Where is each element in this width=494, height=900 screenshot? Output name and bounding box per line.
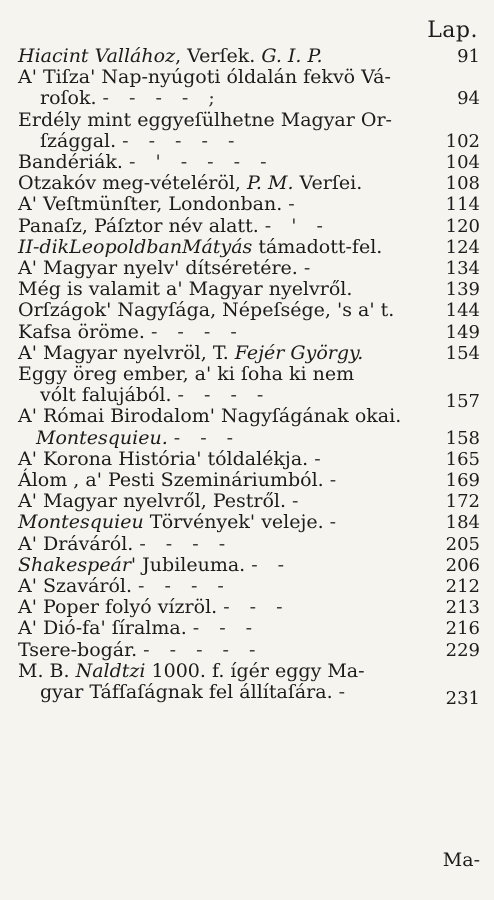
toc-entry-line xyxy=(18,661,480,682)
entry-title-text: A' Római Birodalom' Nagyſágának okai. xyxy=(18,405,402,428)
toc-entry-line xyxy=(18,491,480,512)
table-of-contents xyxy=(18,45,480,710)
toc-entry-line xyxy=(18,470,480,491)
toc-entry xyxy=(18,300,480,321)
entry-title xyxy=(18,152,123,173)
toc-entry-line xyxy=(18,555,480,576)
entry-title-italic: Montesquieu xyxy=(18,511,144,534)
entry-title-text: A' Poper folyó vízröl. xyxy=(18,596,218,619)
toc-entry-line xyxy=(18,597,480,618)
dot-leader: - - - xyxy=(223,597,290,619)
entry-title xyxy=(18,110,392,131)
toc-entry xyxy=(18,449,480,470)
entry-title xyxy=(18,406,401,427)
toc-entry xyxy=(18,491,480,512)
toc-entry-line xyxy=(18,343,480,364)
dot-leader: - - - - xyxy=(139,533,233,555)
page-column-header: Lap. xyxy=(427,18,478,43)
toc-entry xyxy=(18,406,480,448)
entry-title-text: Álom , a' Pesti Szemináriumból. xyxy=(18,469,324,492)
page-number: 108 xyxy=(445,173,480,195)
entry-title xyxy=(40,385,172,406)
dot-leader: - xyxy=(314,448,328,470)
entry-title xyxy=(40,682,333,703)
entry-title xyxy=(18,470,324,491)
entry-title-text: Otzakóv meg-vételéröl, xyxy=(18,172,247,195)
entry-title xyxy=(18,258,298,279)
entry-title-italic: Montesquieu. xyxy=(36,426,168,449)
entry-title-text: A' Tiſza' Nap-nyúgoti óldalán fekvö Vá- xyxy=(18,66,391,89)
entry-title-text: A' Magyar nyelvröl, T. xyxy=(18,341,235,364)
page-number: 213 xyxy=(445,597,480,619)
dot-leader: - xyxy=(329,512,344,534)
entry-title-italic: Shakespeár' xyxy=(18,553,137,576)
toc-entry xyxy=(18,237,480,258)
entry-title xyxy=(18,173,362,194)
entry-title-text: A' Dráváról. xyxy=(18,532,134,555)
entry-title xyxy=(18,491,286,512)
entry-title-text: A' Dió-fa' ſíralma. xyxy=(18,617,187,640)
page-number: 144 xyxy=(445,300,480,322)
entry-title-text: Kafsa öröme. xyxy=(18,320,145,343)
toc-entry xyxy=(18,597,480,618)
page-number: 229 xyxy=(445,639,480,661)
entry-title xyxy=(18,279,352,300)
page-number: 154 xyxy=(445,342,480,364)
page-number: 124 xyxy=(445,236,480,258)
entry-title-text: Orſzágok' Nagyſága, Népeſsége, 's a' t. xyxy=(18,299,395,322)
page-number: 216 xyxy=(445,618,480,640)
toc-entry-line xyxy=(18,131,480,152)
toc-entry-line xyxy=(18,449,480,470)
entry-title-text: Még is valamit a' Magyar nyelvről. xyxy=(18,278,353,301)
entry-title-italic: P. M. xyxy=(246,172,294,195)
entry-title-text: Eggy öreg ember, a' ki ſoha ki nem xyxy=(18,363,355,386)
toc-entry xyxy=(18,640,480,661)
entry-title xyxy=(18,512,324,533)
entry-title-text: Tsere-bogár. xyxy=(18,638,138,661)
entry-title-text: A' Magyar nyelv' dítséretére. xyxy=(18,257,298,280)
dot-leader: - - - xyxy=(192,618,260,640)
entry-title-text: ſzággal. xyxy=(40,129,117,152)
dot-leader: - - - - - xyxy=(122,130,242,152)
dot-leader: - ' - - - - xyxy=(128,152,274,174)
toc-entry-line xyxy=(18,46,480,67)
toc-entry-line xyxy=(18,364,480,385)
entry-title-italic: II-dikLeopoldbanMátyás xyxy=(18,235,253,258)
entry-title-italic: Hiacint Vallához xyxy=(18,45,176,67)
entry-title xyxy=(18,597,217,618)
toc-entry xyxy=(18,46,480,110)
entry-title-text: roſok. xyxy=(40,87,97,110)
entry-title xyxy=(18,300,394,321)
dot-leader: - - xyxy=(251,554,292,576)
toc-entry xyxy=(18,534,480,555)
toc-entry-line xyxy=(18,384,480,413)
dot-leader: - - - - ; xyxy=(102,88,222,110)
toc-entry-line xyxy=(18,279,480,300)
toc-entry-line xyxy=(18,173,480,194)
toc-entry xyxy=(18,618,480,639)
entry-title xyxy=(18,343,363,364)
page-number: 102 xyxy=(445,130,480,152)
toc-entry xyxy=(18,322,480,343)
entry-title xyxy=(18,67,391,88)
dot-leader: - - - - xyxy=(150,321,244,343)
entry-title-text: A' Szaváról. xyxy=(18,575,133,598)
entry-title-text: 1000. f. ígér eggy Ma- xyxy=(145,659,365,682)
toc-entry-line xyxy=(18,512,480,533)
entry-title-text: támadott-fel. xyxy=(252,235,383,258)
entry-title xyxy=(18,364,354,385)
toc-entry xyxy=(18,470,480,491)
entry-title-text: A' Magyar nyelvről, Pestről. xyxy=(18,490,287,513)
page-number: 184 xyxy=(445,512,480,534)
toc-entry xyxy=(18,110,480,152)
entry-title xyxy=(18,555,245,576)
toc-entry-line xyxy=(18,67,480,88)
catchword: Ma- xyxy=(442,849,480,871)
dot-leader: - - - - xyxy=(177,385,271,407)
entry-title-italic: Fejér György. xyxy=(234,341,364,364)
toc-entry-line xyxy=(18,194,480,215)
toc-entry-line xyxy=(18,88,480,109)
toc-entry-line xyxy=(18,406,480,427)
toc-entry xyxy=(18,258,480,279)
entry-title xyxy=(18,237,382,258)
dot-leader: - xyxy=(288,194,302,216)
toc-entry-line xyxy=(18,237,480,258)
entry-title xyxy=(18,46,322,67)
page-number: 134 xyxy=(445,258,480,280)
toc-entry-line xyxy=(18,640,480,661)
page-number: 172 xyxy=(445,491,480,513)
entry-title-text: vólt falujából. xyxy=(40,384,172,407)
entry-title xyxy=(18,618,187,639)
entry-title xyxy=(18,449,308,470)
toc-entry xyxy=(18,555,480,576)
page-number: 206 xyxy=(445,554,480,576)
toc-entry-line xyxy=(18,216,480,237)
page-number: 231 xyxy=(445,688,480,710)
toc-entry-line xyxy=(18,681,480,710)
dot-leader: - ' - xyxy=(264,215,330,237)
toc-entry-line xyxy=(18,428,480,449)
toc-entry-line xyxy=(18,258,480,279)
page-number: 120 xyxy=(445,215,480,237)
entry-title-text: gyar Táfſaſágnak fel állítaſára. xyxy=(40,681,333,704)
page-number: 114 xyxy=(445,194,480,216)
toc-entry-line xyxy=(18,152,480,173)
page-number: 158 xyxy=(445,427,480,449)
toc-entry xyxy=(18,216,480,237)
toc-entry xyxy=(18,343,480,364)
page-number: 212 xyxy=(445,576,480,598)
dot-leader: - - - - xyxy=(138,576,231,598)
toc-entry xyxy=(18,173,480,194)
entry-title-italic: Naldtzi xyxy=(75,659,146,682)
entry-title-text: Bandériák. xyxy=(18,151,123,174)
entry-title-text: A' Veſtmünſter, Londonban. xyxy=(18,193,283,216)
entry-title-text: Panaſz, Páſztor név alatt. xyxy=(18,214,259,237)
page-number: 169 xyxy=(445,470,480,492)
toc-entry xyxy=(18,576,480,597)
toc-entry-line xyxy=(18,300,480,321)
toc-entry-line xyxy=(18,322,480,343)
entry-title-text: , Verſek. xyxy=(175,45,262,67)
page-number: 149 xyxy=(445,321,480,343)
toc-entry xyxy=(18,512,480,533)
entry-title xyxy=(40,131,116,152)
entry-title xyxy=(18,534,133,555)
page-number: 165 xyxy=(445,448,480,470)
toc-entry xyxy=(18,363,480,413)
toc-entry-line xyxy=(18,618,480,639)
entry-title-text: Verſei. xyxy=(293,172,363,195)
entry-title-italic: G. I. P. xyxy=(261,45,323,67)
entry-title xyxy=(36,428,168,449)
page-number: 205 xyxy=(445,533,480,555)
dot-leader: - xyxy=(338,682,353,704)
page-number: 104 xyxy=(445,152,480,174)
toc-entry xyxy=(18,279,480,300)
dot-leader: - xyxy=(292,491,306,513)
toc-entry xyxy=(18,152,480,173)
toc-entry-line xyxy=(18,576,480,597)
entry-title xyxy=(18,322,145,343)
page-number: 91 xyxy=(457,46,480,67)
toc-entry xyxy=(18,659,480,710)
page-number: 157 xyxy=(445,391,480,413)
entry-title xyxy=(18,661,365,682)
entry-title-text: Jubileuma. xyxy=(136,553,246,576)
dot-leader: - xyxy=(303,258,318,280)
entry-title-text: A' Korona História' tóldalékja. xyxy=(18,447,309,470)
toc-entry-line xyxy=(18,534,480,555)
entry-title xyxy=(18,216,259,237)
page-number: 139 xyxy=(445,279,480,301)
dot-leader: - - - xyxy=(173,427,241,449)
entry-title-text: Erdély mint eggyeſülhetne Magyar Or- xyxy=(18,108,392,131)
toc-entry-line xyxy=(18,110,480,131)
entry-title xyxy=(18,194,282,215)
dot-leader: - xyxy=(329,470,344,492)
entry-title xyxy=(18,576,132,597)
entry-title-text: M. B. xyxy=(18,659,76,682)
entry-title xyxy=(18,640,137,661)
entry-title xyxy=(40,88,97,109)
toc-entry xyxy=(18,194,480,215)
dot-leader: - - - - - xyxy=(143,639,263,661)
page-number: 94 xyxy=(457,88,480,110)
entry-title-text: Törvények' veleje. xyxy=(143,511,324,534)
